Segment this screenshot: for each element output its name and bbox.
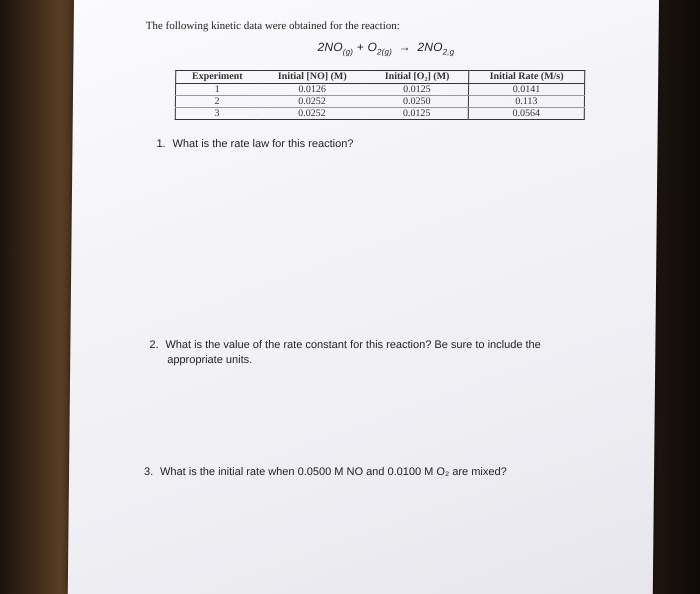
product-no2-state: 2,g	[442, 47, 455, 57]
header-experiment: Experiment	[176, 71, 259, 84]
question-2-text-continued: appropriate units.	[167, 354, 253, 366]
cell-o2: 0.0250	[366, 96, 469, 108]
product-no2: 2NO	[417, 40, 443, 54]
question-3-text: What is the initial rate when 0.0500 M NO and 0.0100 M O₂ are mixed?	[159, 466, 507, 478]
reactant-no: 2NO	[317, 40, 343, 54]
table-row	[175, 84, 584, 96]
worksheet-page	[68, 0, 659, 594]
background-left	[0, 0, 75, 594]
intro-text: The following kinetic data were obtained for the reaction:	[145, 20, 400, 32]
question-2	[149, 338, 619, 368]
cell-no: 0.0252	[298, 108, 326, 119]
cell-experiment: 2	[175, 96, 258, 108]
reactant-no-state: (g)	[342, 47, 354, 57]
question-1-number: 1.	[156, 138, 166, 150]
table-row	[175, 108, 584, 120]
cell-experiment: 3	[214, 108, 220, 119]
cell-rate: 0.0564	[468, 108, 584, 120]
cell-o2: 0.0125	[402, 108, 431, 119]
question-2-text: What is the value of the rate constant for this reaction? Be sure to include the	[165, 339, 541, 351]
cell-no: 0.0252	[258, 96, 366, 108]
cell-no: 0.0126	[258, 84, 366, 96]
cell-experiment: 1	[175, 84, 258, 96]
reactant-o2-state: 2(g)	[376, 47, 393, 57]
header-initial-no: Initial [NO] (M)	[258, 71, 366, 84]
kinetic-data-table	[175, 70, 586, 120]
cell-rate: 0.113	[468, 96, 584, 108]
table-header-row	[176, 71, 585, 84]
question-1	[156, 137, 353, 152]
reaction-arrow: →	[398, 40, 411, 54]
cell-o2: 0.0125	[366, 84, 469, 96]
header-initial-rate: Initial Rate (M/s)	[469, 71, 585, 84]
question-1-text: What is the rate law for this reaction?	[172, 138, 354, 150]
cell-rate: 0.0141	[468, 84, 584, 96]
reactant-o2: O	[367, 40, 378, 54]
question-2-number: 2.	[149, 339, 159, 351]
question-3-number: 3.	[143, 466, 154, 478]
table-row	[175, 96, 584, 108]
header-initial-o2: Initial [O₂] (M)	[366, 71, 469, 84]
reaction-equation	[317, 40, 454, 56]
plus-sign: +	[356, 40, 365, 54]
question-3	[144, 465, 507, 480]
